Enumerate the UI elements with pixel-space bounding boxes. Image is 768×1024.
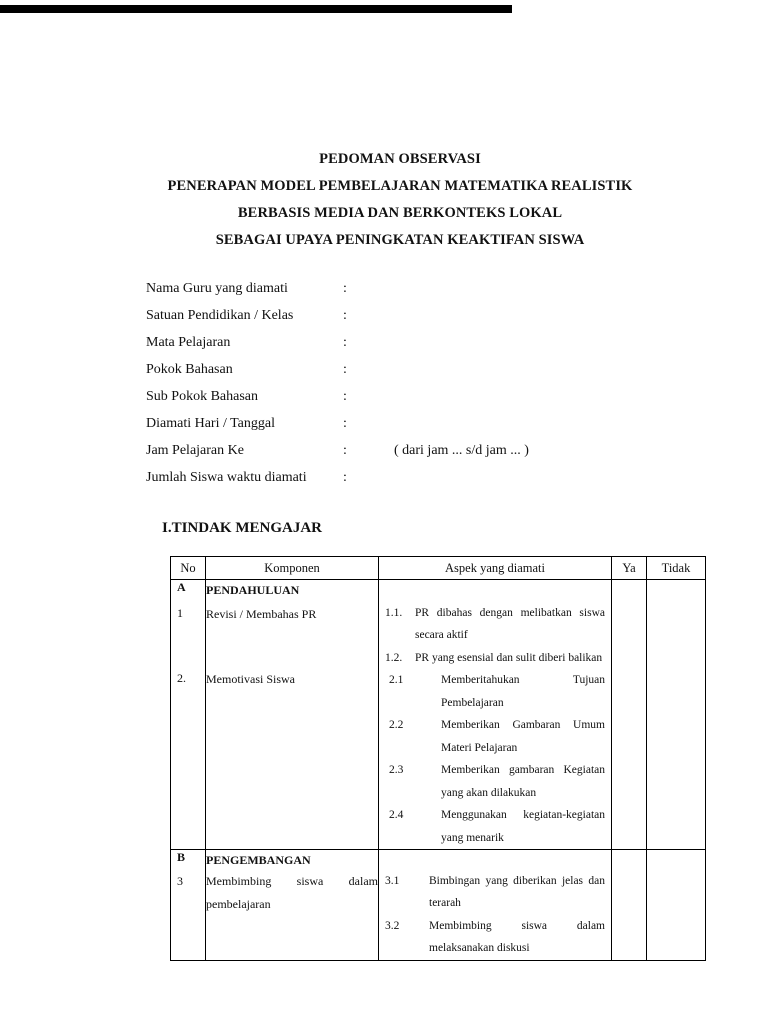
aspect-num: 1.1.	[385, 606, 403, 619]
info-label: Satuan Pendidikan / Kelas	[146, 308, 294, 323]
ya-cell	[612, 600, 647, 670]
title-line-3: BERBASIS MEDIA DAN BERKONTEKS LOKAL	[237, 205, 563, 221]
header-komponen: Komponen	[206, 557, 379, 580]
aspect-text: Membimbing siswa dalam melaksanakan diskusi	[429, 919, 605, 954]
aspect-item	[389, 669, 605, 714]
info-colon: :	[343, 335, 347, 350]
row-komponen-text: Membimbing siswa dalam pembelajaran	[206, 873, 378, 911]
info-label: Jam Pelajaran Ke	[146, 443, 244, 458]
row-komponen: Memotivasi Siswa	[206, 669, 379, 850]
section-row-a	[171, 580, 706, 600]
tidak-cell	[647, 870, 706, 961]
info-label: Diamati Hari / Tanggal	[146, 416, 276, 431]
info-label: Jumlah Siswa waktu diamati	[146, 470, 307, 485]
info-label: Sub Pokok Bahasan	[146, 389, 258, 404]
info-label: Pokok Bahasan	[146, 362, 233, 377]
row-aspek	[379, 600, 612, 670]
header-aspek: Aspek yang diamati	[379, 557, 612, 580]
row-aspek	[379, 669, 612, 850]
aspect-num: 3.1	[385, 874, 400, 887]
section-name: PENGEMBANGAN	[206, 850, 379, 870]
title-line-1: PEDOMAN OBSERVASI	[319, 151, 481, 167]
info-colon: :	[343, 362, 347, 377]
table-header-row	[171, 557, 706, 580]
row-no: 1	[171, 600, 206, 670]
aspect-item	[385, 647, 605, 670]
tidak-cell	[647, 600, 706, 670]
header-tidak: Tidak	[647, 557, 706, 580]
aspect-text: Menggunakan kegiatan-kegiatan yang menarik	[441, 809, 605, 844]
top-rule	[0, 5, 512, 13]
info-colon: :	[343, 470, 347, 485]
aspect-text: Memberikan Gambaran Umum Materi Pelajaran	[441, 719, 605, 754]
aspect-item	[385, 915, 605, 960]
jam-range: ( dari jam ... s/d jam ... )	[394, 443, 529, 458]
info-label: Mata Pelajaran	[146, 335, 231, 350]
row-komponen: Revisi / Membahas PR	[206, 600, 379, 670]
aspect-item	[389, 759, 605, 804]
row-no: 3	[171, 870, 206, 961]
header-ya: Ya	[612, 557, 647, 580]
aspect-item	[385, 602, 605, 647]
info-colon: :	[343, 281, 347, 296]
aspect-num: 2.3	[389, 764, 404, 776]
aspect-text: Memberitahukan Tujuan Pembelajaran	[441, 674, 605, 709]
tidak-cell	[647, 669, 706, 850]
info-colon: :	[343, 308, 347, 323]
row-no: 2.	[171, 669, 206, 850]
ya-cell	[612, 580, 647, 600]
aspect-num: 2.2	[389, 719, 404, 731]
row-komponen	[206, 870, 379, 961]
aspect-num: 1.2.	[385, 651, 403, 664]
section-name: PENDAHULUAN	[206, 580, 379, 600]
aspect-text: Memberikan gambaran Kegiatan yang akan dilakukan	[441, 764, 605, 799]
aspect-num: 3.2	[385, 919, 400, 932]
empty-cell	[379, 580, 612, 600]
aspect-text: Bimbingan yang diberikan jelas dan terarah	[429, 874, 605, 909]
table-row	[171, 600, 706, 670]
info-colon: :	[343, 389, 347, 404]
title-line-4: SEBAGAI UPAYA PENINGKATAN KEAKTIFAN SISWA	[215, 232, 585, 248]
section-letter: B	[171, 850, 206, 870]
info-colon: :	[343, 443, 347, 458]
aspect-item	[389, 804, 605, 849]
section-title: I.TINDAK MENGAJAR	[162, 520, 323, 536]
aspect-num: 2.4	[389, 809, 404, 821]
title-line-2: PENERAPAN MODEL PEMBELAJARAN MATEMATIKA REALISTIK	[167, 178, 633, 194]
aspect-text: PR yang esensial dan sulit diberi balikan	[415, 651, 603, 664]
tidak-cell	[647, 580, 706, 600]
header-no: No	[171, 557, 206, 580]
document-title	[0, 146, 768, 254]
info-label: Nama Guru yang diamati	[146, 281, 288, 296]
aspect-num: 2.1	[389, 674, 404, 686]
table-row	[171, 669, 706, 850]
aspect-item	[389, 714, 605, 759]
observation-table	[170, 556, 706, 961]
section-letter: A	[171, 580, 206, 600]
empty-cell	[379, 850, 612, 870]
aspect-item	[385, 870, 605, 915]
row-aspek	[379, 870, 612, 961]
tidak-cell	[647, 850, 706, 870]
info-colon: :	[343, 416, 347, 431]
aspect-text: PR dibahas dengan melibatkan siswa secara aktif	[415, 606, 605, 641]
section-row-b	[171, 850, 706, 870]
ya-cell	[612, 850, 647, 870]
ya-cell	[612, 669, 647, 850]
table-row	[171, 870, 706, 961]
ya-cell	[612, 870, 647, 961]
